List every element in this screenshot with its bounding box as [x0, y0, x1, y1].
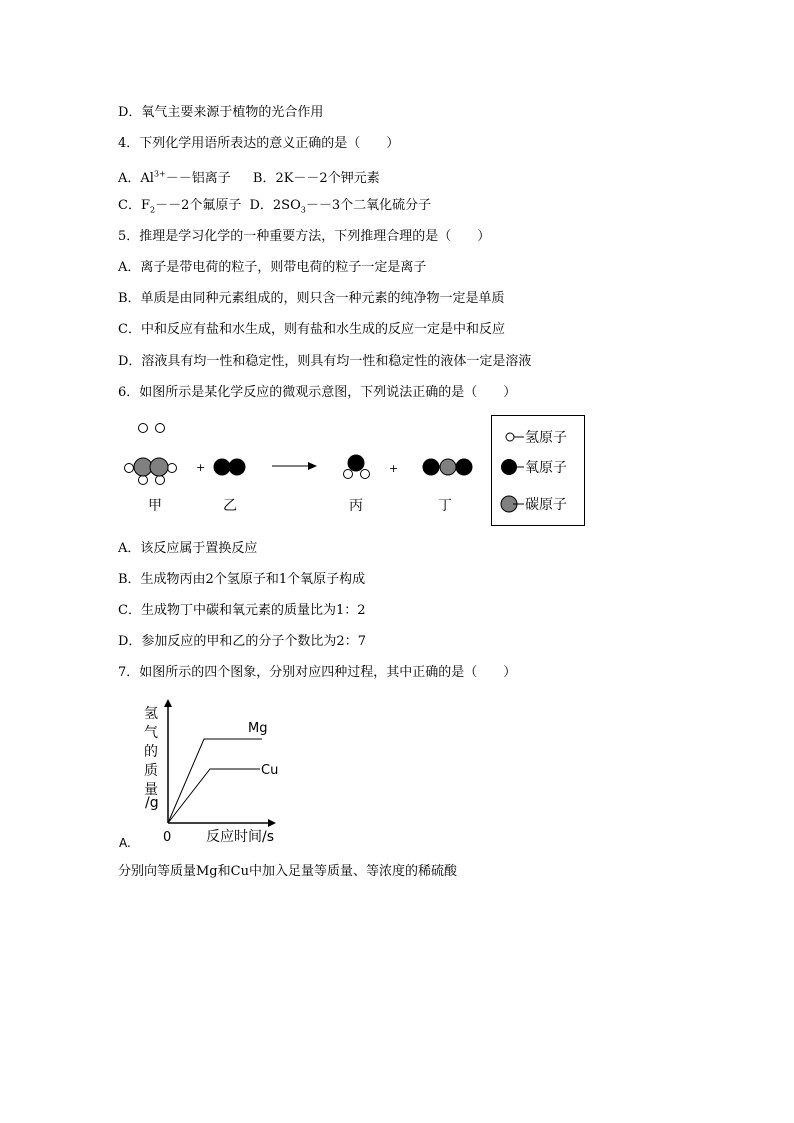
arrow-icon	[272, 462, 317, 470]
q4d-meaning: －－3个二氧化硫分子	[305, 198, 432, 213]
q4-option-d	[249, 198, 431, 213]
q4-option-b: B．2K－－2个钾元素	[252, 171, 380, 187]
ylabel-char: 气	[144, 725, 158, 741]
molecule-yi	[214, 459, 246, 476]
ylabel-char: 氢	[144, 706, 158, 722]
q5-option-d: D．溶液具有均一性和稳定性，则具有均一性和稳定性的液体一定是溶液	[118, 354, 532, 369]
series-label-mg: Mg	[248, 721, 268, 736]
q7-stem: 7．如图所示的四个图象，分别对应四种过程，其中正确的是（ ）	[118, 665, 517, 680]
legend-oxygen: 氧原子	[525, 460, 567, 476]
q4d-text: D．2SO	[249, 198, 301, 213]
graph-a	[110, 695, 310, 855]
q5-stem: 5．推理是学习化学的一种重要方法，下列推理合理的是（ ）	[118, 229, 491, 244]
q4-option-a	[118, 171, 231, 186]
molecule-bing	[344, 455, 370, 479]
q4c-meaning: －－2个氟原子	[155, 198, 242, 213]
ylabel-char: 量	[144, 782, 158, 798]
molecule-jia	[125, 424, 177, 485]
plus-sign: +	[389, 462, 399, 475]
molecule-ding	[423, 459, 472, 475]
q4-options-cd	[118, 198, 431, 219]
q7-option-a-caption: 分别向等质量Mg和Cu中加入足量等质量、等浓度的稀硫酸	[118, 864, 457, 879]
series-label-cu: Cu	[261, 763, 279, 778]
series-line-cu	[168, 769, 260, 823]
legend-hydrogen: 氢原子	[525, 430, 567, 446]
q6-option-b: B．生成物丙由2个氢原子和1个氧原子构成	[118, 572, 366, 587]
q5-option-c: C．中和反应有盐和水生成，则有盐和水生成的反应一定是中和反应	[118, 322, 505, 337]
origin-label: 0	[163, 830, 172, 845]
charge: 3+	[153, 170, 166, 179]
ylabel-char: 的	[144, 744, 158, 760]
series-line-mg	[168, 739, 262, 823]
legend-carbon: 碳原子	[525, 497, 567, 513]
reaction-diagram	[110, 410, 590, 530]
q4-options-ab	[118, 167, 380, 187]
q6-option-d: D．参加反应的甲和乙的分子个数比为2：7	[118, 634, 366, 649]
label-jia: 甲	[148, 498, 162, 514]
legend-box	[492, 416, 585, 526]
ylabel-char: 质	[144, 763, 158, 779]
label-yi: 乙	[223, 498, 237, 514]
q6-option-c: C．生成物丁中碳和氧元素的质量比为1：2	[118, 603, 366, 618]
q4a-meaning: －－铝离子	[165, 171, 231, 187]
y-axis-label	[144, 706, 159, 811]
axes	[164, 699, 279, 827]
plus-sign: +	[196, 461, 206, 474]
q4c-text: C．F	[118, 198, 150, 213]
q4-stem: 4．下列化学用语所表达的意义正确的是（ ）	[118, 136, 400, 151]
q3-option-d: D．氧气主要来源于植物的光合作用	[118, 105, 324, 120]
q6-option-a: A．该反应属于置换反应	[118, 541, 258, 556]
label-ding: 丁	[438, 498, 452, 514]
q4a-text: A．Al	[118, 171, 154, 187]
q5-option-b: B．单质是由同种元素组成的，则只含一种元素的纯净物一定是单质	[118, 291, 505, 306]
subscript: 3	[300, 205, 306, 215]
option-a-label: A.	[119, 836, 131, 850]
ylabel-char: /g	[145, 795, 159, 811]
q4-option-c	[118, 198, 241, 213]
subscript: 2	[149, 205, 156, 215]
q5-option-a: A．离子是带电荷的粒子，则带电荷的粒子一定是离子	[118, 260, 427, 275]
x-axis-label: 反应时间/s	[206, 829, 275, 845]
q6-stem: 6．如图所示是某化学反应的微观示意图，下列说法正确的是（ ）	[118, 385, 517, 400]
label-bing: 丙	[349, 498, 363, 514]
